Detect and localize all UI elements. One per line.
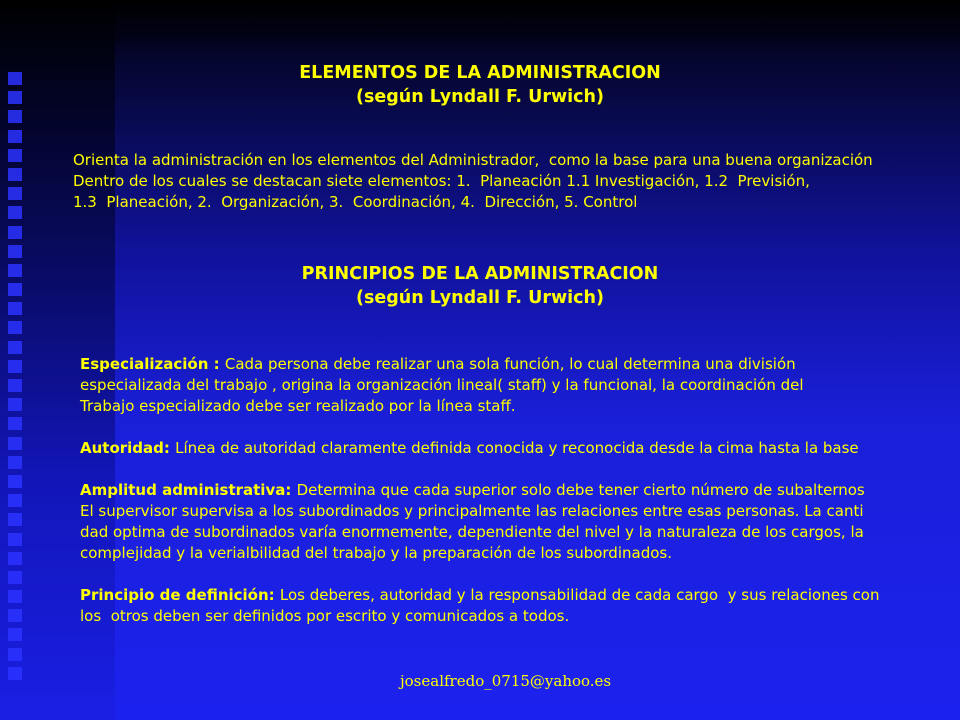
decorative-square [8,552,22,565]
decorative-square [8,341,22,354]
decorative-square [8,609,22,622]
decorative-square [8,475,22,488]
decorative-square [8,513,22,526]
principle-text: Los deberes, autoridad y la responsabilidad de cada cargo y sus relaciones con los otros deben ser definidos por escrito y comunicados a todos. [80,586,880,625]
decorative-square [8,130,22,143]
decorative-square [8,245,22,258]
decorative-square [8,667,22,680]
decorative-square [8,590,22,603]
principle-text: Cada persona debe realizar una sola función, lo cual determina una división especializada del trabajo , origina la organización lineal( staff) y la funcional, la coordinación del Trabajo especializado debe ser realizado por la línea staff. [80,355,804,415]
decorative-square [8,533,22,546]
principle-text: Determina que cada superior solo debe tener cierto número de subalternos El supervisor supervisa a los subordinados y principalmente las relaciones entre esas personas. La canti dad optima de subordinados varía enormemente, dependiente del nivel y la naturaleza de los cargos, la complejidad y la verialbilidad del trabajo y la preparación de los subordinados. [80,481,865,562]
principle-especializacion [80,354,960,417]
decorative-square [8,110,22,123]
decorative-square [8,648,22,661]
principle-term: Especialización : [80,355,225,373]
principle-autoridad [80,438,960,459]
decorative-square [8,360,22,373]
principles-title [130,262,830,310]
decorative-square [8,72,22,85]
decorative-square [8,628,22,641]
decorative-square [8,283,22,296]
decorative-square [8,379,22,392]
decorative-square [8,417,22,430]
decorative-square [8,494,22,507]
decorative-square [8,456,22,469]
decorative-square [8,187,22,200]
principle-term: Amplitud administrativa: [80,481,297,499]
principle-amplitud [80,480,960,564]
top-dark-stripe [115,0,960,42]
principle-definicion [80,585,960,627]
principle-text: Línea de autoridad claramente definida conocida y reconocida desde la cima hasta la base [175,439,859,457]
decorative-square [8,321,22,334]
decorative-square [8,149,22,162]
principles-title-line2: (según Lyndall F. Urwich) [355,288,605,308]
elements-title-line1: ELEMENTOS DE LA ADMINISTRACION [299,63,661,83]
principle-term: Autoridad: [80,439,176,457]
principle-term: Principio de definición: [80,586,280,604]
principles-title-line1: PRINCIPIOS DE LA ADMINISTRACION [301,264,659,284]
decorative-square [8,206,22,219]
principles-list [80,354,960,648]
decorative-square [8,302,22,315]
elements-title-line2: (según Lyndall F. Urwich) [355,87,605,107]
elements-title [130,61,830,109]
decorative-square [8,437,22,450]
decorative-square [8,398,22,411]
decorative-square [8,91,22,104]
decorative-square [8,264,22,277]
elements-paragraph: Orienta la administración en los elementos del Administrador, como la base para una buena organización Dentro de los cuales se destacan siete elementos: 1. Planeación 1.1 Investigación, 1.2 Previsión, 1.3 Planeación, 2. Organización, 3. Coordinación, 4. Dirección, 5. Control [73,151,873,211]
decorative-square [8,226,22,239]
decorative-squares-column [8,72,24,686]
footer-email: josealfredo_0715@yahoo.es [400,672,612,690]
decorative-square [8,571,22,584]
decorative-square [8,168,22,181]
